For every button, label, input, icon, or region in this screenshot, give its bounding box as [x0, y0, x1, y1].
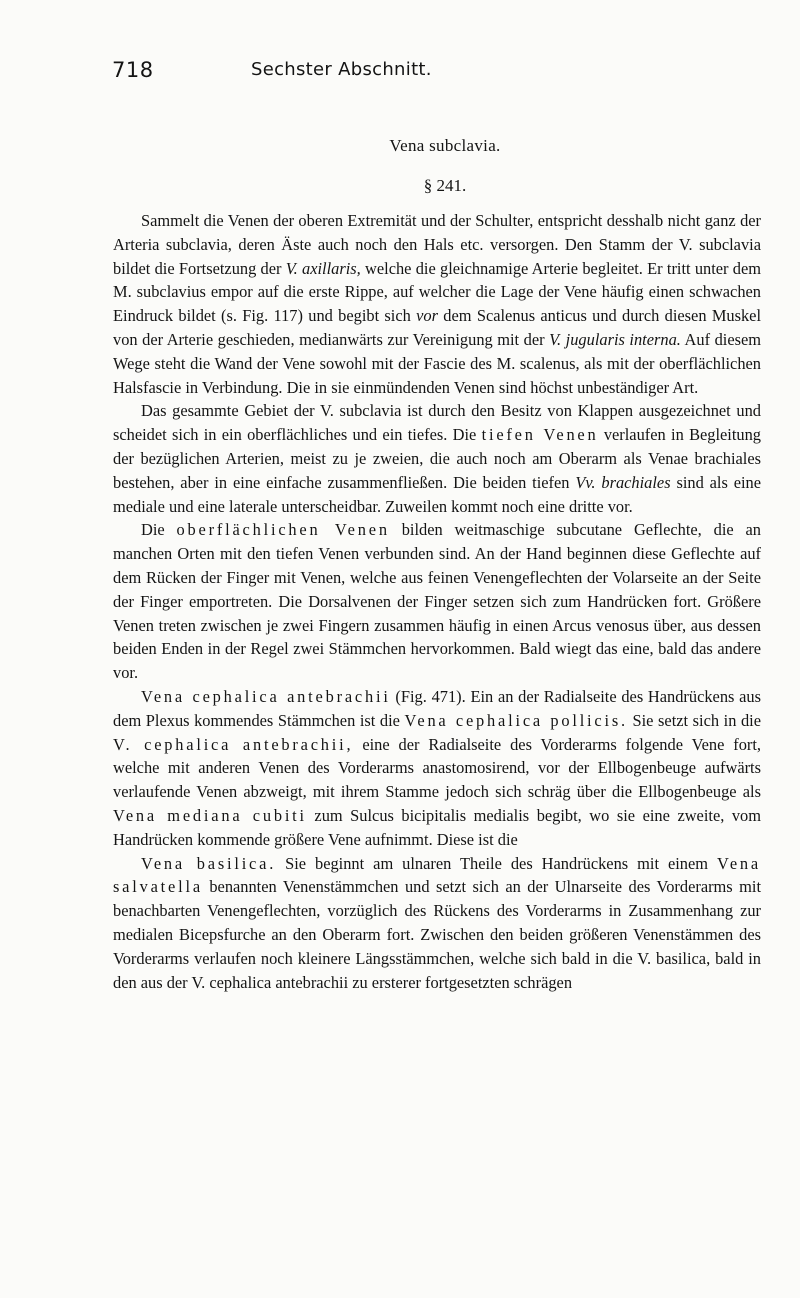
page-number: 718: [112, 58, 154, 82]
text-run: zum Sulcus bicipitalis medialis begibt, wo sie eine zweite, vom Handrücken kommende größere Vene aufnimmt. Diese ist die: [113, 805, 761, 849]
text-run: Sie beginnt am ulnaren Theile des Handrückens mit einem: [276, 853, 718, 873]
text-run: (Fig. 471). Ein an der Radialseite des Handrückens aus dem Plexus kommendes Stämmchen ist die: [113, 686, 761, 730]
section-title: Vena subclavia.: [389, 136, 501, 155]
text-run: dem Scalenus anticus und durch diesen Muskel von der Arterie geschieden, medianwärts zur Vereinigung mit der: [113, 306, 761, 349]
italic-term: Vv. brachiales: [575, 472, 671, 492]
paragraph: [113, 685, 761, 852]
spaced-term: V. cephalica antebrachii,: [113, 734, 354, 754]
italic-term: vor: [416, 306, 438, 326]
spaced-term: Vena salvatella: [113, 853, 761, 897]
text-run: Sie setzt sich in die: [627, 710, 762, 730]
text-run: verlaufen in Begleitung der bezüglichen Arterien, meist zu je zweien, die auch noch am Oberarm als Venae brachiales bestehen, aber in eine einfache zusammenfließen. Die beiden tiefen: [113, 425, 761, 492]
spaced-term: Vena cephalica pollicis.: [404, 710, 628, 730]
spaced-term: oberflächlichen Venen: [176, 520, 390, 540]
paragraph: [113, 399, 761, 518]
text-run: Das gesammte Gebiet der V. subclavia ist durch den Besitz von Klappen ausgezeichnet und scheidet sich in ein oberflächliches und ein tiefes. Die: [113, 401, 761, 445]
text-run: benannten Venenstämmchen und setzt sich an der Ulnarseite des Vorderarms mit benachbarten Venengeflechten, vorzüglich des Rückens des Vorderarms in Zusammenhang zur medialen Bicepsfurche an den Oberarm fort. Zwischen den beiden größeren Venenstämmen des Vorderarms verlaufen noch kleinere Längsstämmchen, welche sich bald in die V. basilica, bald in den aus der V. cephalica antebrachii zu ersterer fortgesetzten schrägen: [113, 877, 761, 992]
text-run: Sammelt die Venen der oberen Extremität und der Schulter, entspricht desshalb nicht ganz der Arteria subclavia, deren Äste auch noch den Hals etc. versorgen. Den Stamm der V. subclavia bildet die Fortsetzung der: [113, 211, 761, 278]
text-run: Auf diesem Wege steht die Wand der Vene sowohl mit der Fascie des M. scalenus, als mit der oberflächlichen Halsfascie in Verbindung. Die in sie einmündenden Venen sind höchst unbeständiger Art.: [113, 329, 761, 397]
italic-term: V. jugularis interna.: [549, 329, 681, 349]
spaced-term: tiefen Venen: [481, 425, 599, 445]
paragraph: [113, 518, 761, 685]
spaced-term: Vena mediana cubiti: [113, 805, 307, 825]
spaced-term: Vena cephalica antebrachii: [141, 686, 391, 706]
running-head: [108, 58, 800, 86]
body-text: [113, 209, 761, 994]
section-number: § 241.: [423, 176, 467, 195]
running-title: Sechster Abschnitt.: [251, 59, 432, 80]
italic-term: V. axillaris,: [285, 258, 361, 278]
spaced-term: Vena basilica.: [141, 853, 277, 873]
text-run: Die: [141, 520, 177, 540]
text-run: eine der Radialseite des Vorderarms folgende Vene fort, welche mit anderen Venen des Vorderarms anastomosirend, vor der Ellbogenbeuge aufwärts verlaufende Venen abzweigt, mit ihrem Stamme jedoch sich schräg über die Ellbogenbeuge als: [113, 734, 762, 802]
paragraph: [113, 852, 761, 995]
text-run: bilden weitmaschige subcutane Geflechte, die an manchen Orten mit den tiefen Venen verbunden sind. An der Hand beginnen diese Geflechte auf dem Rücken der Finger mit Venen, welche aus feinen Venengeflechten der Volarseite an der Seite der Finger emportreten. Die Dorsalvenen der Finger setzen sich zum Handrücken fort. Größere Venen treten zwischen je zwei Fingern zusammen häufig in einen Arcus venosus über, aus dessen beiden Enden in der Regel zwei Stämmchen hervorkommen. Bald wiegt das eine, bald das andere vor.: [113, 520, 762, 683]
text-run: welche die gleichnamige Arterie begleitet. Er tritt unter dem M. subclavius empor auf die erste Rippe, auf welcher die Lage der Vene häufig einen schwachen Eindruck bildet (s. Fig. 117) und begibt sich: [113, 258, 761, 326]
paragraph: [113, 209, 761, 399]
text-run: sind als eine mediale und eine laterale unterscheidbar. Zuweilen kommt noch eine dritte vor.: [113, 472, 762, 516]
